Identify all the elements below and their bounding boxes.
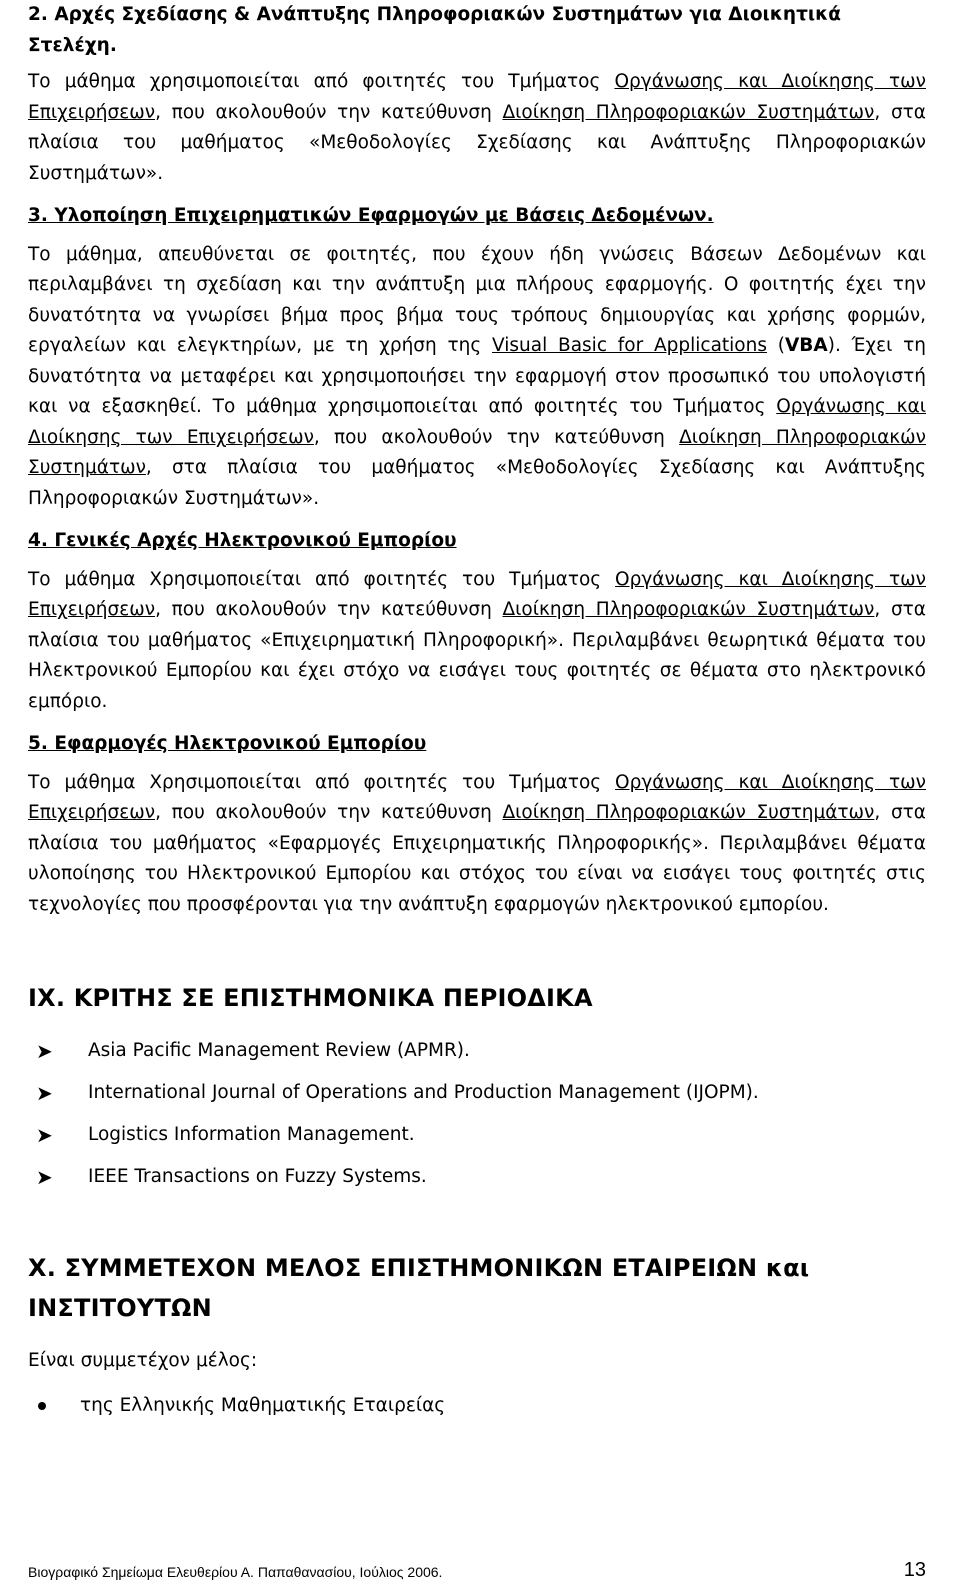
section-5-paragraph: Το μάθημα Χρησιμοποιείται από φοιτητές του Τμήματος Οργάνωσης και Διοίκησης των Επιχειρήσεων, που ακολουθούν την κατεύθυνση Διοίκηση Πληροφοριακών Συστημάτων, στα πλαίσια του μαθήματος «Εφαρμογές Επιχειρηματικής Πληροφορικής». Περιλαμβάνει θέματα υλοποίησης του Ηλεκτρονικού Εμπορίου και στόχος του είναι να εισάγει τους φοιτητές στις τεχνολογίες που προσφέρονται για την ανάπτυξη εφαρμογών ηλεκτρονικού εμπορίου. xyxy=(28,771,926,915)
specialization-link[interactable]: Διοίκηση Πληροφοριακών Συστημάτων xyxy=(502,101,875,123)
journal-list xyxy=(28,1030,926,1198)
section-3-paragraph: Το μάθημα, απευθύνεται σε φοιτητές, που έχουν ήδη γνώσεις Βάσεων Δεδομένων και περιλαμβάνει τη σχεδίαση και την ανάπτυξη μια πλήρους εφαρμογής. Ο φοιτητής έχει την δυνατότητα να γνωρίσει βήμα προς βήμα τους τρόπους δημιουργίας και χρήσης φορμών, εργαλείων και ελεγκτηρίων, με τη χρήση της Visual Basic for Applications (VBA). Έχει τη δυνατότητα να μεταφέρει και χρησιμοποιήσει την εφαρμογή στον προσωπικό του υπολογιστή και να εξασκηθεί. Το μάθημα χρησιμοποιείται από φοιτητές του Τμήματος Οργάνωσης και Διοίκησης των Επιχειρήσεων, που ακολουθούν την κατεύθυνση Διοίκηση Πληροφοριακών Συστημάτων, στα πλαίσια του μαθήματος «Μεθοδολογίες Σχεδίασης και Ανάπτυξης Πληροφοριακών Συστημάτων». xyxy=(28,243,927,509)
section-5-heading: 5. Εφαρμογές Ηλεκτρονικού Εμπορίου xyxy=(28,733,427,754)
department-link[interactable]: Οργάνωσης και Διοίκησης των Επιχειρήσεων xyxy=(28,771,926,823)
section-3-heading: 3. Υλοποίηση Επιχειρηματικών Εφαρμογών με Βάσεις Δεδομένων. xyxy=(28,205,714,226)
list-item: ➤ Asia Pacific Management Review (APMR). xyxy=(28,1030,926,1072)
department-link[interactable]: Οργάνωσης και Διοίκησης των Επιχειρήσεων xyxy=(28,71,926,123)
list-item: ➤ Logistics Information Management. xyxy=(28,1114,926,1156)
section-2-heading: 2. Αρχές Σχεδίασης & Ανάπτυξης Πληροφοριακών Συστημάτων για Διοικητικά Στελέχη. xyxy=(28,4,841,56)
membership-intro: Είναι συμμετέχον μέλος: xyxy=(28,1350,258,1371)
vba-link[interactable]: Visual Basic for Applications xyxy=(492,335,767,356)
page-number: 13 xyxy=(903,1559,926,1581)
specialization-link[interactable]: Διοίκηση Πληροφοριακών Συστημάτων xyxy=(28,426,926,478)
page-content xyxy=(28,0,926,1421)
section-ix-heading: IX. ΚΡΙΤΗΣ ΣΕ ΕΠΙΣΤΗΜΟΝΙΚΑ ΠΕΡΙΟΔΙΚΑ xyxy=(28,984,593,1012)
list-item: ➤ IEEE Transactions on Fuzzy Systems. xyxy=(28,1156,926,1198)
list-item: ➤ International Journal of Operations and Production Management (IJOPM). xyxy=(28,1072,926,1114)
section-4-paragraph: Το μάθημα Χρησιμοποιείται από φοιτητές του Τμήματος Οργάνωσης και Διοίκησης των Επιχειρήσεων, που ακολουθούν την κατεύθυνση Διοίκηση Πληροφοριακών Συστημάτων, στα πλαίσια του μαθήματος «Επιχειρηματική Πληροφορική». Περιλαμβάνει θεωρητικά θέματα του Ηλεκτρονικού Εμπορίου και έχει στόχο να εισάγει τους φοιτητές σε θέματα στο ηλεκτρονικό εμπόριο. xyxy=(28,568,926,712)
bullet-dot-icon xyxy=(38,1402,46,1410)
specialization-link[interactable]: Διοίκηση Πληροφοριακών Συστημάτων xyxy=(502,599,875,620)
department-link[interactable]: Οργάνωσης και Διοίκησης των Επιχειρήσεων xyxy=(28,568,926,620)
arrow-bullet-icon: ➤ xyxy=(36,1165,53,1189)
footer-caption: Βιογραφικό Σημείωμα Ελευθερίου Α. Παπαθανασίου, Ιούλιος 2006. xyxy=(28,1564,443,1580)
section-2-paragraph: Το μάθημα χρησιμοποιείται από φοιτητές του Τμήματος Οργάνωσης και Διοίκησης των Επιχειρήσεων, που ακολουθούν την κατεύθυνση Διοίκηση Πληροφοριακών Συστημάτων, στα πλαίσια του μαθήματος «Μεθοδολογίες Σχεδίασης και Ανάπτυξης Πληροφοριακών Συστημάτων». xyxy=(28,71,926,184)
arrow-bullet-icon: ➤ xyxy=(36,1123,53,1147)
section-4-heading: 4. Γενικές Αρχές Ηλεκτρονικού Εμπορίου xyxy=(28,530,457,551)
vba-abbr: VBA xyxy=(784,335,828,356)
membership-list xyxy=(28,1391,926,1421)
specialization-link[interactable]: Διοίκηση Πληροφοριακών Συστημάτων xyxy=(502,802,875,823)
arrow-bullet-icon: ➤ xyxy=(36,1039,53,1063)
section-x-heading: X. ΣΥΜΜΕΤΕΧΟΝ ΜΕΛΟΣ ΕΠΙΣΤΗΜΟΝΙΚΩΝ ΕΤΑΙΡΕΙΩΝ και ΙΝΣΤΙΤΟΥΤΩΝ xyxy=(28,1254,810,1322)
list-item: της Ελληνικής Μαθηματικής Εταιρείας xyxy=(28,1391,926,1421)
page-footer xyxy=(28,1546,926,1582)
arrow-bullet-icon: ➤ xyxy=(36,1081,53,1105)
department-link[interactable]: Οργάνωσης και Διοίκησης των Επιχειρήσεων xyxy=(28,396,927,448)
